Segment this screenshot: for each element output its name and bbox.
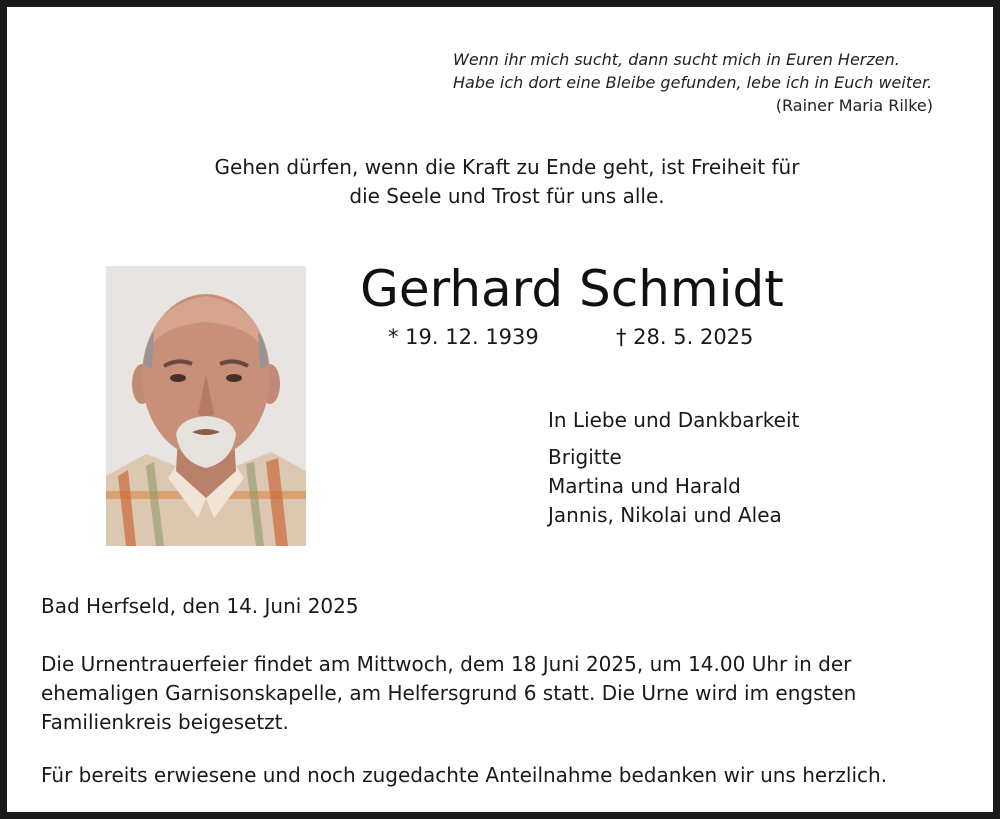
quote-line-1: Wenn ihr mich sucht, dann sucht mich in Euren Herzen. xyxy=(453,50,900,69)
ceremony-line-2: ehemaligen Garnisonskapelle, am Helfersgrund 6 statt. Die Urne wird im engsten xyxy=(41,681,857,705)
rilke-quote xyxy=(453,48,973,117)
thanks-text: Für bereits erwiesene und noch zugedachte Anteilnahme bedanken wir uns herzlich. xyxy=(41,763,888,787)
ceremony-line-3: Familienkreis beigesetzt. xyxy=(41,710,289,734)
ceremony-text xyxy=(41,650,981,737)
portrait-photo xyxy=(106,266,306,546)
mourner-name: Martina und Harald xyxy=(548,474,741,498)
motto xyxy=(7,153,1000,211)
portrait-illustration xyxy=(106,266,306,546)
place-and-date: Bad Herfseld, den 14. Juni 2025 xyxy=(41,594,359,618)
quote-author: (Rainer Maria Rilke) xyxy=(775,96,933,115)
mourners-heading: In Liebe und Dankbarkeit xyxy=(548,408,800,432)
quote-line-2: Habe ich dort eine Bleibe gefunden, lebe ich in Euch weiter. xyxy=(453,73,933,92)
motto-line-1: Gehen dürfen, wenn die Kraft zu Ende geht, ist Freiheit für xyxy=(214,155,800,179)
mourner-name: Jannis, Nikolai und Alea xyxy=(548,503,782,527)
birth-date: * 19. 12. 1939 xyxy=(388,325,539,349)
deceased-name: Gerhard Schmidt xyxy=(360,260,784,318)
mourners-block xyxy=(548,406,799,530)
death-date: † 28. 5. 2025 xyxy=(616,325,754,349)
ceremony-line-1: Die Urnentrauerfeier findet am Mittwoch, dem 18 Juni 2025, um 14.00 Uhr in der xyxy=(41,652,852,676)
motto-line-2: die Seele und Trost für uns alle. xyxy=(349,184,665,208)
mourner-name: Brigitte xyxy=(548,445,622,469)
